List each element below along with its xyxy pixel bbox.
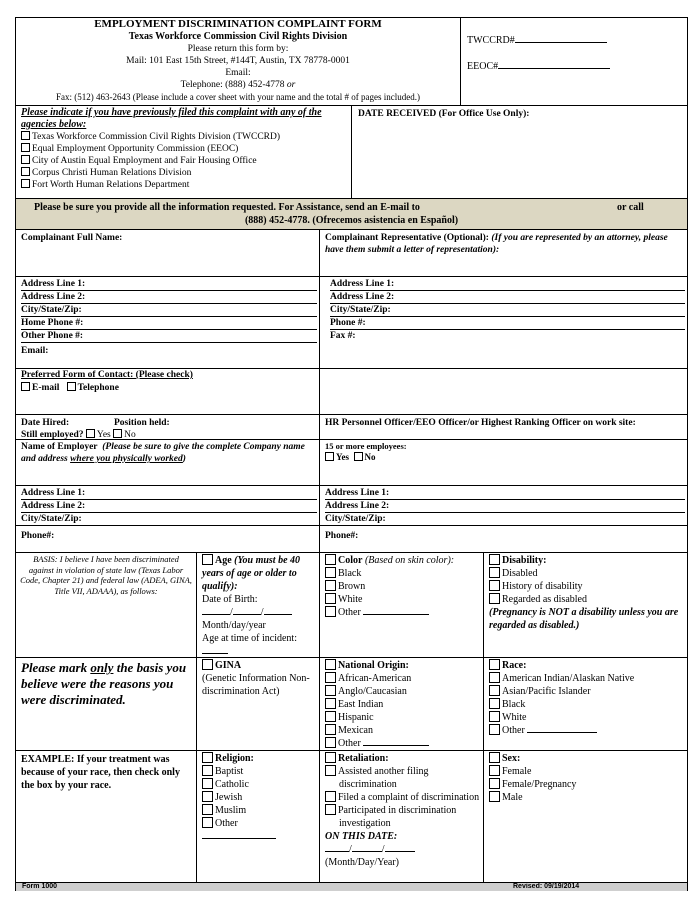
address1-field[interactable] <box>21 278 317 291</box>
dob-format: Month/day/year <box>202 620 266 631</box>
retaliation-label: Retaliation: <box>338 753 389 764</box>
checkbox[interactable] <box>202 554 213 565</box>
yes-label: Yes <box>336 452 349 462</box>
mark-note-a: Please mark <box>21 660 91 675</box>
rep-note: (If you are represented by an attorney, please have them submit a letter of representation): <box>325 233 668 255</box>
item-label: White <box>502 712 527 723</box>
hr-address2-field[interactable] <box>325 500 685 513</box>
age-incident-field[interactable] <box>202 645 317 658</box>
agencies-instruction: Please indicate if you have previously filed this complaint with any of the agencies below: <box>21 107 322 130</box>
checkbox[interactable] <box>325 606 336 617</box>
employer-address1-label: Address Line 1: <box>21 488 86 498</box>
checkbox[interactable] <box>489 580 500 591</box>
no-label: No <box>124 430 136 440</box>
example-note: EXAMPLE: If your treatment was because of your race, then check only the box by your race. <box>21 754 180 791</box>
rep-address2-field[interactable] <box>330 291 685 304</box>
color-item[interactable] <box>325 580 481 593</box>
race-option[interactable] <box>489 659 684 672</box>
checkbox[interactable] <box>489 778 500 789</box>
checkbox[interactable] <box>21 143 30 152</box>
checkbox[interactable] <box>325 724 336 735</box>
employer-label: Name of Employer <box>21 442 98 452</box>
age-note: (You must be 40 years of age or older to qualify): <box>202 555 301 592</box>
employer-address2-label: Address Line 2: <box>21 501 86 511</box>
agencies-section <box>21 107 339 191</box>
agency-item[interactable] <box>21 155 339 167</box>
religion-item[interactable] <box>202 804 317 817</box>
rep-fax-field[interactable] <box>330 330 685 342</box>
retaliation-date-field[interactable]: / / <box>325 843 481 856</box>
hr-address1-field[interactable] <box>325 487 685 500</box>
twccrd-label: TWCCRD# <box>467 35 515 46</box>
age-section <box>202 554 317 658</box>
agency-label: Equal Employment Opportunity Commission (EEOC) <box>32 144 239 154</box>
national-item[interactable] <box>325 737 481 750</box>
item-label: Regarded as disabled <box>502 594 587 605</box>
employer-phone-field[interactable] <box>21 530 54 542</box>
checkbox[interactable] <box>202 659 213 670</box>
checkbox[interactable] <box>325 791 336 802</box>
employer-address2-field[interactable] <box>21 500 317 513</box>
employment-left <box>21 417 317 441</box>
checkbox[interactable] <box>202 765 213 776</box>
color-option[interactable] <box>325 554 481 567</box>
checkbox[interactable] <box>202 804 213 815</box>
national-origin-option[interactable] <box>325 659 481 672</box>
item-label: White <box>338 594 363 605</box>
race-item[interactable] <box>489 685 684 698</box>
checkbox[interactable] <box>325 765 336 776</box>
item-label: History of disability <box>502 581 583 592</box>
rep-city-field[interactable] <box>330 304 685 317</box>
age-label: Age <box>215 555 232 566</box>
rep-city-label: City/State/Zip: <box>330 305 391 315</box>
item-label: Other <box>502 725 525 736</box>
color-item[interactable] <box>325 593 481 606</box>
twccrd-field[interactable] <box>467 35 607 48</box>
item-label: Mexican <box>338 725 373 736</box>
banner-line2: (888) 452-4778. (Ofrecemos asistencia en Español) <box>244 215 459 226</box>
sex-item[interactable] <box>489 765 684 778</box>
item-label: Black <box>502 699 526 710</box>
national-item[interactable] <box>325 672 481 685</box>
religion-label: Religion: <box>215 753 254 764</box>
checkbox[interactable] <box>489 724 500 735</box>
employer-phone-label: Phone#: <box>21 531 55 541</box>
national-item[interactable] <box>325 698 481 711</box>
employer-city-label: City/State/Zip: <box>21 514 82 524</box>
fax-line: Fax: (512) 463-2643 (Please include a cover sheet with your name and the total # of pages included.) <box>56 92 420 102</box>
mark-note-only: only <box>90 660 114 675</box>
rep-address2-label: Address Line 2: <box>330 292 395 302</box>
full-name-label: Complainant Full Name: <box>21 233 123 243</box>
date-format: (Month/Day/Year) <box>325 857 399 868</box>
on-this-date-label: ON THIS DATE: <box>325 831 398 842</box>
checkbox[interactable] <box>21 131 30 140</box>
hr-phone-label: Phone#: <box>325 531 359 541</box>
home-phone-label: Home Phone #: <box>21 318 84 328</box>
checkbox[interactable] <box>489 567 500 578</box>
race-item[interactable] <box>489 724 684 737</box>
banner-line1: Please be sure you provide all the information requested. For Assistance, send an E-mail to <box>34 202 420 213</box>
retaliation-section <box>325 752 481 869</box>
rep-phone-label: Phone #: <box>330 318 366 328</box>
hr-phone-field[interactable] <box>325 530 358 542</box>
dob-label: Date of Birth: <box>202 594 258 605</box>
checkbox[interactable] <box>21 382 30 391</box>
religion-item[interactable] <box>202 778 317 791</box>
disability-option[interactable] <box>489 554 684 567</box>
other-phone-label: Other Phone #: <box>21 331 84 341</box>
checkbox[interactable] <box>489 685 500 696</box>
checkbox[interactable] <box>325 580 336 591</box>
checkbox[interactable] <box>489 711 500 722</box>
city-label: City/State/Zip: <box>21 305 82 315</box>
checkbox[interactable] <box>325 752 336 763</box>
contact-pref-label: Preferred Form of Contact: (Please check) <box>21 370 193 380</box>
color-item[interactable] <box>325 606 481 619</box>
rep-phone-field[interactable] <box>330 317 685 330</box>
hr-address-right <box>325 487 685 525</box>
home-phone-field[interactable] <box>21 317 317 330</box>
item-label: Black <box>338 568 362 579</box>
representative-contact-right <box>330 278 685 342</box>
checkbox[interactable] <box>325 737 336 748</box>
religion-item[interactable] <box>202 765 317 778</box>
mail-address: Mail: 101 East 15th Street, #144T, Austin, TX 78778-0001 <box>126 56 350 66</box>
basis-intro: BASIS: I believe I have been discriminated against in violation of state law (Texas Labor Code, Chapter 21) and federal law (ADEA, GINA, Title VII, ADAAA), as follows: <box>20 554 192 596</box>
hr-address2-label: Address Line 2: <box>325 501 390 511</box>
yes-label: Yes <box>96 430 111 440</box>
race-item[interactable] <box>489 698 684 711</box>
full-name-field[interactable] <box>21 232 122 244</box>
color-note: (Based on skin color): <box>364 555 455 566</box>
eeoc-label: EEOC# <box>467 61 499 72</box>
email-label: Email: <box>21 346 49 356</box>
checkbox[interactable] <box>489 765 500 776</box>
item-label: Filed a complaint of discrimination <box>338 792 480 803</box>
contact-phone-label: Telephone <box>77 383 119 393</box>
item-label: Hispanic <box>338 712 374 723</box>
agency-item[interactable] <box>21 179 339 191</box>
mark-only-note <box>21 660 193 708</box>
checkbox[interactable] <box>489 791 500 802</box>
employer-address1-field[interactable] <box>21 487 317 500</box>
disability-item[interactable] <box>489 580 684 593</box>
checkbox[interactable] <box>489 752 500 763</box>
checkbox[interactable] <box>489 593 500 604</box>
agency-item[interactable] <box>21 143 339 155</box>
item-label: Brown <box>338 581 366 592</box>
telephone-or: or <box>286 80 296 90</box>
item-label: Participated in discrimination investigation <box>338 805 457 829</box>
no-label: No <box>364 452 376 462</box>
sex-section <box>489 752 684 804</box>
checkbox-yes[interactable] <box>86 429 95 438</box>
agency-item[interactable] <box>21 167 339 179</box>
address1-label: Address Line 1: <box>21 279 86 289</box>
item-label: African-American <box>338 673 412 684</box>
checkbox[interactable] <box>489 659 500 670</box>
gina-option[interactable] <box>202 659 317 672</box>
mark-note-b: the basis you believe were the reasons you were discriminated. <box>21 660 187 707</box>
national-item[interactable] <box>325 724 481 737</box>
still-employed-label: Still employed? <box>21 430 84 440</box>
checkbox[interactable] <box>325 685 336 696</box>
checkbox[interactable] <box>489 672 500 683</box>
item-label: Other <box>338 738 361 749</box>
hr-city-label: City/State/Zip: <box>325 514 386 524</box>
form-number: Form 1000 <box>22 883 58 890</box>
city-field[interactable] <box>21 304 317 317</box>
religion-option[interactable] <box>202 752 317 765</box>
checkbox[interactable] <box>67 382 76 391</box>
retaliation-item[interactable] <box>325 804 481 830</box>
contact-phone-option[interactable] <box>67 383 119 393</box>
checkbox[interactable] <box>325 567 336 578</box>
employer-note-end: ) <box>182 454 186 464</box>
checkbox[interactable] <box>489 554 500 565</box>
employer-city-field[interactable] <box>21 513 317 525</box>
fifteen-label: 15 or more employees: <box>325 441 407 451</box>
item-label: Other <box>215 818 238 829</box>
age-option[interactable] <box>202 554 317 593</box>
contact-email-label: E-mail <box>32 383 60 393</box>
checkbox-no[interactable] <box>354 452 363 461</box>
disability-item[interactable] <box>489 593 684 606</box>
national-item[interactable] <box>325 711 481 724</box>
header-block <box>16 18 460 103</box>
email-field[interactable] <box>21 343 317 359</box>
color-item[interactable] <box>325 567 481 580</box>
representative-field[interactable] <box>325 232 683 256</box>
rep-address1-label: Address Line 1: <box>330 279 395 289</box>
retaliation-option[interactable] <box>325 752 481 765</box>
employer-note-underline: where you physically worked <box>70 454 183 464</box>
disability-item[interactable] <box>489 567 684 580</box>
national-origin-section <box>325 659 481 750</box>
date-hired-field[interactable]: Date Hired: <box>21 418 70 428</box>
rep-label: Complainant Representative (Optional): <box>325 233 489 243</box>
religion-item[interactable] <box>202 817 317 830</box>
item-label: Catholic <box>215 779 249 790</box>
rep-address1-field[interactable] <box>330 278 685 291</box>
religion-item[interactable] <box>202 791 317 804</box>
contact-preference <box>21 369 193 394</box>
banner-line1-end: or call <box>617 202 644 213</box>
eeoc-field[interactable] <box>467 61 610 74</box>
checkbox[interactable] <box>325 593 336 604</box>
checkbox[interactable] <box>202 791 213 802</box>
color-label: Color <box>338 555 363 566</box>
checkbox[interactable] <box>21 155 30 164</box>
hr-officer-label: HR Personnel Officer/EEO Officer/or Highest Ranking Officer on work site: <box>325 418 636 428</box>
checkbox[interactable] <box>325 672 336 683</box>
pregnancy-note: (Pregnancy is NOT a disability unless you are regarded as disabled.) <box>489 607 679 631</box>
item-label: East Indian <box>338 699 384 710</box>
date-received <box>358 108 529 120</box>
agency-label: Texas Workforce Commission Civil Rights Division (TWCCRD) <box>32 132 281 142</box>
item-label: American Indian/Alaskan Native <box>502 673 635 684</box>
other-phone-field[interactable] <box>21 330 317 343</box>
gina-label: GINA <box>215 660 242 671</box>
agency-name: Texas Workforce Commission Civil Rights Division <box>128 31 348 42</box>
checkbox[interactable] <box>202 778 213 789</box>
race-section <box>489 659 684 737</box>
complainant-contact-left <box>21 278 317 359</box>
item-label: Muslim <box>215 805 247 816</box>
return-note: Please return this form by: <box>187 44 289 54</box>
item-label: Jewish <box>215 792 243 803</box>
employer-note: (Please be sure to give the complete Company name and address <box>21 442 305 464</box>
sex-item[interactable] <box>489 778 684 791</box>
sex-label: Sex: <box>502 753 521 764</box>
item-label: Male <box>502 792 523 803</box>
checkbox[interactable] <box>325 659 336 670</box>
religion-section <box>202 752 317 843</box>
disability-section <box>489 554 684 632</box>
item-label: Disabled <box>502 568 538 579</box>
email-label: Email: <box>225 68 251 78</box>
employer-address-left <box>21 487 317 525</box>
rep-fax-label: Fax #: <box>330 331 356 341</box>
national-origin-label: National Origin: <box>338 660 409 671</box>
race-item[interactable] <box>489 711 684 724</box>
checkbox[interactable] <box>325 698 336 709</box>
agency-item[interactable] <box>21 131 339 143</box>
retaliation-item[interactable] <box>325 765 481 791</box>
revised-date: Revised: 09/19/2014 <box>513 883 580 890</box>
age-incident-label: Age at time of incident: <box>202 633 297 644</box>
employer-name-field[interactable] <box>21 441 313 465</box>
banner-text <box>16 202 687 227</box>
national-item[interactable] <box>325 685 481 698</box>
race-label: Race: <box>502 660 527 671</box>
footer-bar <box>16 882 687 891</box>
color-section <box>325 554 481 619</box>
telephone: Telephone: (888) 452-4778 <box>180 80 285 90</box>
retaliation-item[interactable] <box>325 791 481 804</box>
position-held-field[interactable]: Position held: <box>114 418 170 428</box>
hr-officer-field[interactable] <box>325 417 636 429</box>
fifteen-employees <box>325 441 407 463</box>
gina-section <box>202 659 317 698</box>
telephone-line <box>16 79 460 91</box>
checkbox-no[interactable] <box>113 429 122 438</box>
checkbox[interactable] <box>325 554 336 565</box>
address2-label: Address Line 2: <box>21 292 86 302</box>
checkbox[interactable] <box>21 179 30 188</box>
sex-item[interactable] <box>489 791 684 804</box>
checkbox[interactable] <box>325 804 336 815</box>
race-item[interactable] <box>489 672 684 685</box>
item-label: Baptist <box>215 766 244 777</box>
item-label: Female <box>502 766 532 777</box>
dob-field[interactable]: / / <box>202 606 317 619</box>
item-label: Asian/Pacific Islander <box>502 686 591 697</box>
religion-other-field[interactable] <box>202 830 317 843</box>
address2-field[interactable] <box>21 291 317 304</box>
contact-email-option[interactable] <box>21 383 59 393</box>
checkbox[interactable] <box>325 711 336 722</box>
sex-option[interactable] <box>489 752 684 765</box>
checkbox[interactable] <box>202 752 213 763</box>
agency-label: City of Austin Equal Employment and Fair Housing Office <box>32 156 257 166</box>
item-label: Female/Pregnancy <box>502 779 577 790</box>
gina-note: (Genetic Information Non-discrimination Act) <box>202 673 310 697</box>
item-label: Other <box>338 607 361 618</box>
item-label: Assisted another filing discrimination <box>338 766 429 790</box>
form-title: EMPLOYMENT DISCRIMINATION COMPLAINT FORM <box>94 18 382 30</box>
agency-label: Corpus Christi Human Relations Division <box>32 168 192 178</box>
date-received-label: DATE RECEIVED (For Office Use Only): <box>358 109 530 119</box>
checkbox[interactable] <box>21 167 30 176</box>
checkbox[interactable] <box>202 817 213 828</box>
hr-city-field[interactable] <box>325 513 685 525</box>
hr-address1-label: Address Line 1: <box>325 488 390 498</box>
disability-label: Disability: <box>502 555 547 566</box>
checkbox[interactable] <box>489 698 500 709</box>
agency-label: Fort Worth Human Relations Department <box>32 180 190 190</box>
item-label: Anglo/Caucasian <box>338 686 407 697</box>
checkbox-yes[interactable] <box>325 452 334 461</box>
